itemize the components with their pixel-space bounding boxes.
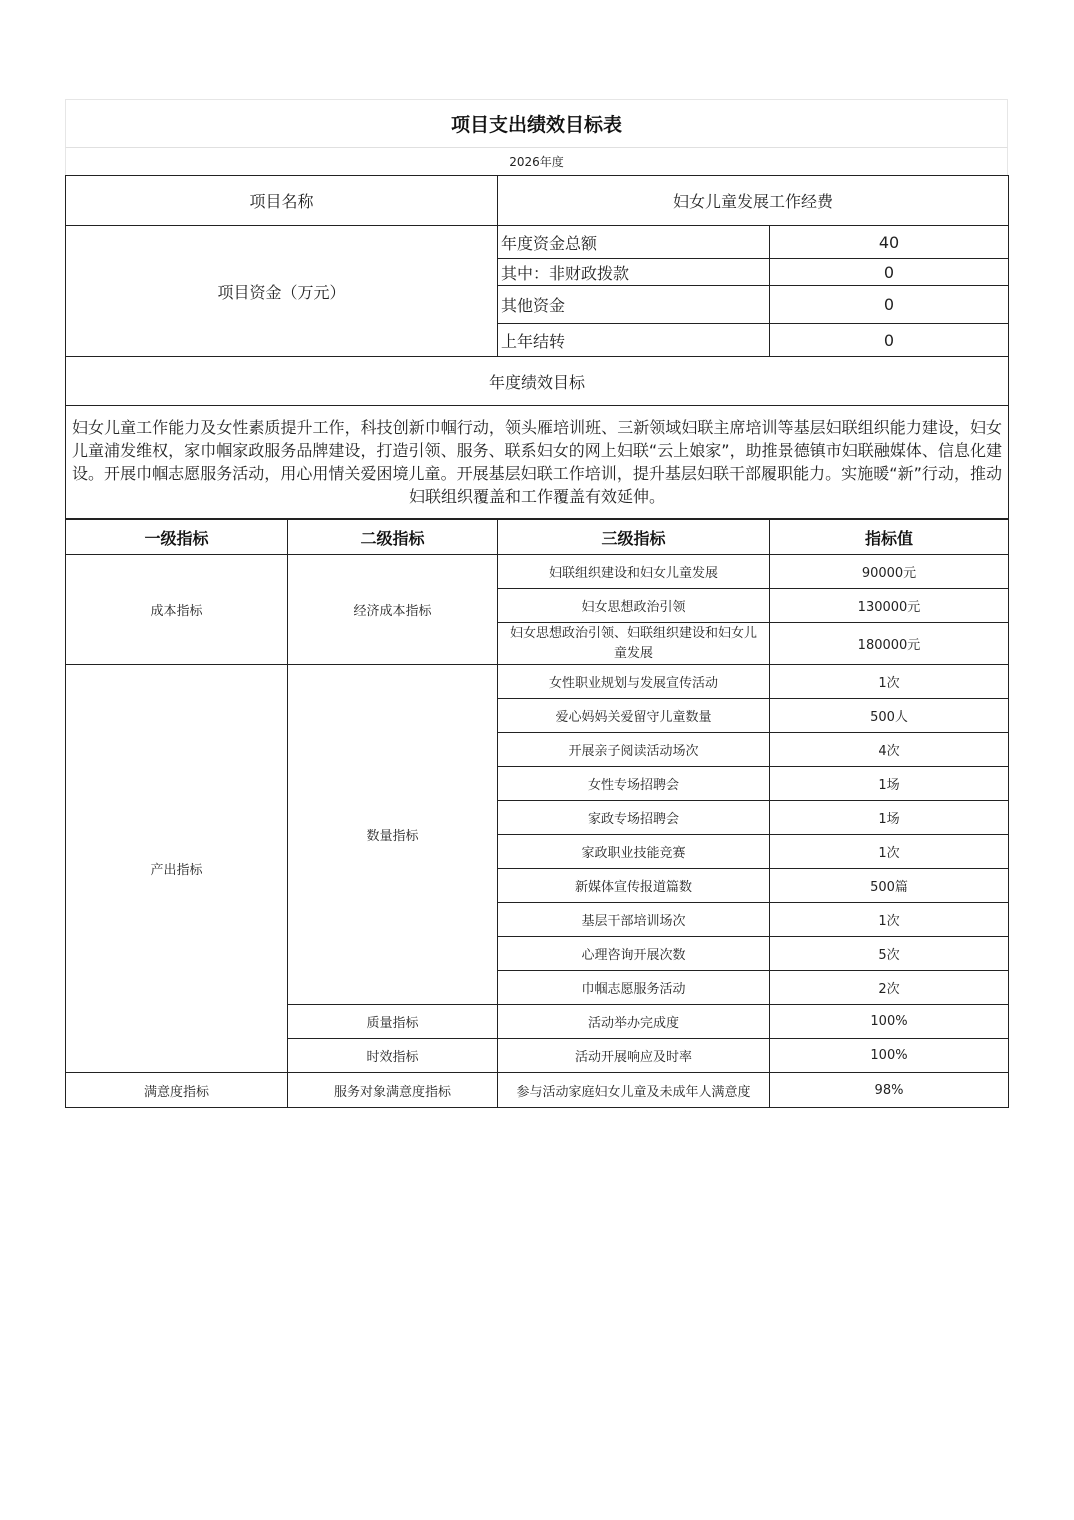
header-level2: 二级指标 [288, 520, 498, 555]
fund-value: 0 [770, 286, 1009, 324]
project-funds-label: 项目资金（万元） [66, 226, 498, 357]
fund-value: 0 [770, 259, 1009, 286]
indicator-value: 180000元 [770, 623, 1009, 665]
indicator-name: 妇女思想政治引领 [498, 589, 770, 623]
indicator-value: 1次 [770, 665, 1009, 699]
indicator-name: 女性职业规划与发展宣传活动 [498, 665, 770, 699]
indicator-value: 4次 [770, 733, 1009, 767]
fund-value: 0 [770, 324, 1009, 357]
indicator-value: 5次 [770, 937, 1009, 971]
document-title: 项目支出绩效目标表 [65, 99, 1008, 148]
fund-label: 年度资金总额 [498, 226, 770, 259]
indicator-value: 500人 [770, 699, 1009, 733]
indicator-value: 1场 [770, 801, 1009, 835]
fund-row [66, 226, 1009, 259]
indicator-name: 心理咨询开展次数 [498, 937, 770, 971]
indicator-row [66, 1073, 1009, 1108]
indicator-value: 90000元 [770, 555, 1009, 589]
document-year: 2026年度 [65, 148, 1008, 175]
indicator-name: 爱心妈妈关爱留守儿童数量 [498, 699, 770, 733]
indicators-table [65, 519, 1009, 1108]
cost-level1: 成本指标 [66, 555, 288, 665]
project-name-row [66, 176, 1009, 226]
header-level1: 一级指标 [66, 520, 288, 555]
satisfaction-level1: 满意度指标 [66, 1073, 288, 1108]
fund-label: 其他资金 [498, 286, 770, 324]
indicator-row [66, 665, 1009, 699]
fund-value: 40 [770, 226, 1009, 259]
indicator-name: 活动举办完成度 [498, 1005, 770, 1039]
indicator-value: 500篇 [770, 869, 1009, 903]
indicator-value: 1次 [770, 835, 1009, 869]
goal-label-row [66, 357, 1009, 406]
fund-label: 其中：非财政拨款 [498, 259, 770, 286]
indicator-name: 开展亲子阅读活动场次 [498, 733, 770, 767]
timeliness-level2: 时效指标 [288, 1039, 498, 1073]
header-value: 指标值 [770, 520, 1009, 555]
indicator-name: 妇联组织建设和妇女儿童发展 [498, 555, 770, 589]
indicator-name: 家政职业技能竞赛 [498, 835, 770, 869]
indicator-name: 参与活动家庭妇女儿童及未成年人满意度 [498, 1073, 770, 1108]
indicator-value: 100% [770, 1005, 1009, 1039]
indicators-header-row [66, 520, 1009, 555]
performance-target-document [65, 99, 1008, 1108]
indicator-name: 巾帼志愿服务活动 [498, 971, 770, 1005]
indicator-row [66, 555, 1009, 589]
indicator-name: 新媒体宣传报道篇数 [498, 869, 770, 903]
indicator-name: 女性专场招聘会 [498, 767, 770, 801]
indicator-value: 130000元 [770, 589, 1009, 623]
project-name-label: 项目名称 [66, 176, 498, 226]
annual-goal-text: 妇女儿童工作能力及女性素质提升工作，科技创新巾帼行动，领头雁培训班、三新领域妇联主席培训等基层妇联组织能力建设，妇女儿童浦发维权，家巾帼家政服务品牌建设，打造引领、服务、联系妇女的网上妇联“云上娘家”，助推景德镇市妇联融媒体、信息化建设。开展巾帼志愿服务活动，用心用情关爱困境儿童。开展基层妇联工作培训，提升基层妇联干部履职能力。实施暖“新”行动，推动妇联组织覆盖和工作覆盖有效延伸。 [66, 406, 1009, 519]
satisfaction-level2: 服务对象满意度指标 [288, 1073, 498, 1108]
indicator-value: 100% [770, 1039, 1009, 1073]
goal-text-row [66, 406, 1009, 519]
indicator-name: 活动开展响应及时率 [498, 1039, 770, 1073]
project-name-value: 妇女儿童发展工作经费 [498, 176, 1009, 226]
indicator-name: 家政专场招聘会 [498, 801, 770, 835]
indicator-value: 1次 [770, 903, 1009, 937]
project-info-table [65, 175, 1009, 519]
cost-level2: 经济成本指标 [288, 555, 498, 665]
indicator-value: 98% [770, 1073, 1009, 1108]
output-level1: 产出指标 [66, 665, 288, 1073]
indicator-name: 基层干部培训场次 [498, 903, 770, 937]
header-level3: 三级指标 [498, 520, 770, 555]
indicator-value: 1场 [770, 767, 1009, 801]
quantity-level2: 数量指标 [288, 665, 498, 1005]
fund-label: 上年结转 [498, 324, 770, 357]
indicator-value: 2次 [770, 971, 1009, 1005]
quality-level2: 质量指标 [288, 1005, 498, 1039]
annual-goal-label: 年度绩效目标 [66, 357, 1009, 406]
indicator-name: 妇女思想政治引领、妇联组织建设和妇女儿童发展 [498, 623, 770, 665]
